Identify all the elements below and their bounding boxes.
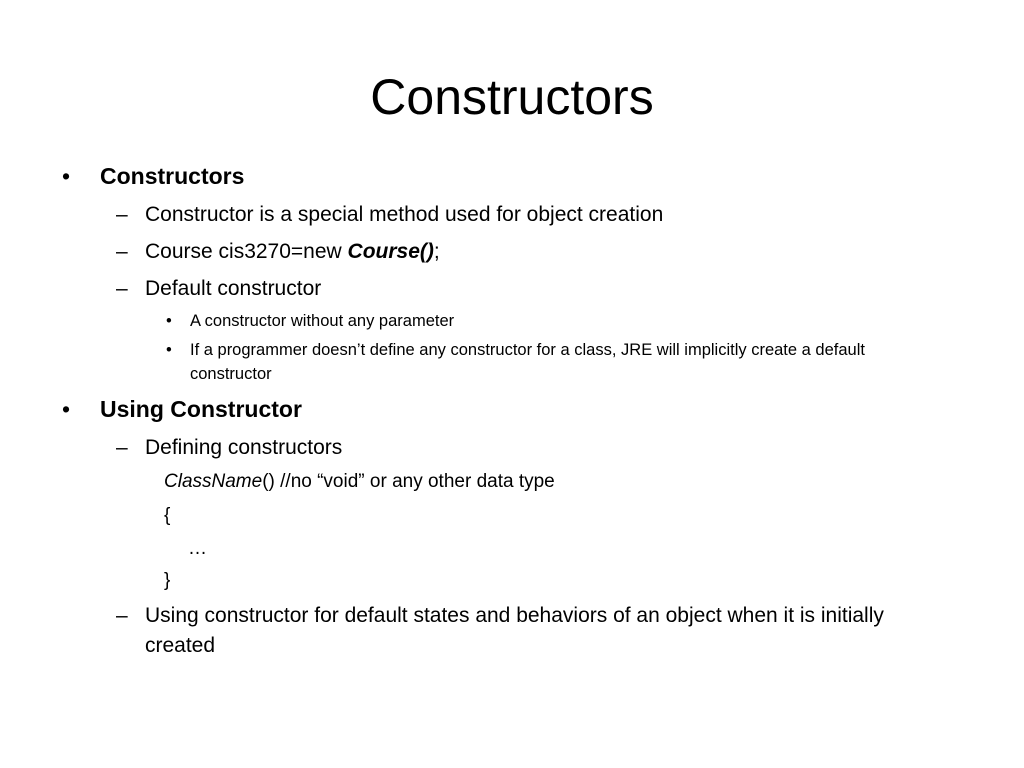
bullet-marker: • <box>62 163 71 189</box>
item-no-parameter: A constructor without any parameter <box>190 312 455 330</box>
bullet-marker: • <box>166 341 172 359</box>
dash-marker: – <box>116 203 128 226</box>
bullet-marker: • <box>62 396 71 422</box>
section-heading-using-constructor: Using Constructor <box>100 396 302 422</box>
dash-marker: – <box>116 436 128 459</box>
dash-marker: – <box>116 604 128 627</box>
item-special-method: Constructor is a special method used for object creation <box>145 203 664 226</box>
code-ellipsis: … <box>188 538 207 559</box>
item-jre-default: If a programmer doesn’t define any constructor for a class, JRE will implicitly create a default constructor <box>190 341 865 383</box>
item-defining-constructors: Defining constructors <box>145 436 343 459</box>
course-emphasis: Course() <box>347 240 434 263</box>
code-open-brace: { <box>164 505 171 526</box>
item-default-states: Using constructor for default states and behaviors of an object when it is initially created <box>145 604 884 657</box>
course-prefix: Course cis3270=new <box>145 240 348 263</box>
code-class-name: ClassName <box>164 471 263 492</box>
slide-title: Constructors <box>370 69 654 125</box>
code-close-brace: } <box>164 570 171 591</box>
item-course-new <box>145 237 440 267</box>
item-default-constructor: Default constructor <box>145 277 322 300</box>
code-signature-rest: () //no “void” or any other data type <box>262 471 555 492</box>
section-heading-constructors: Constructors <box>100 163 245 189</box>
dash-marker: – <box>116 240 128 263</box>
dash-marker: – <box>116 277 128 300</box>
bullet-marker: • <box>166 312 172 330</box>
course-suffix: ; <box>433 240 440 263</box>
subsubbullet-jre-default <box>166 338 966 388</box>
code-signature-line <box>164 469 555 495</box>
